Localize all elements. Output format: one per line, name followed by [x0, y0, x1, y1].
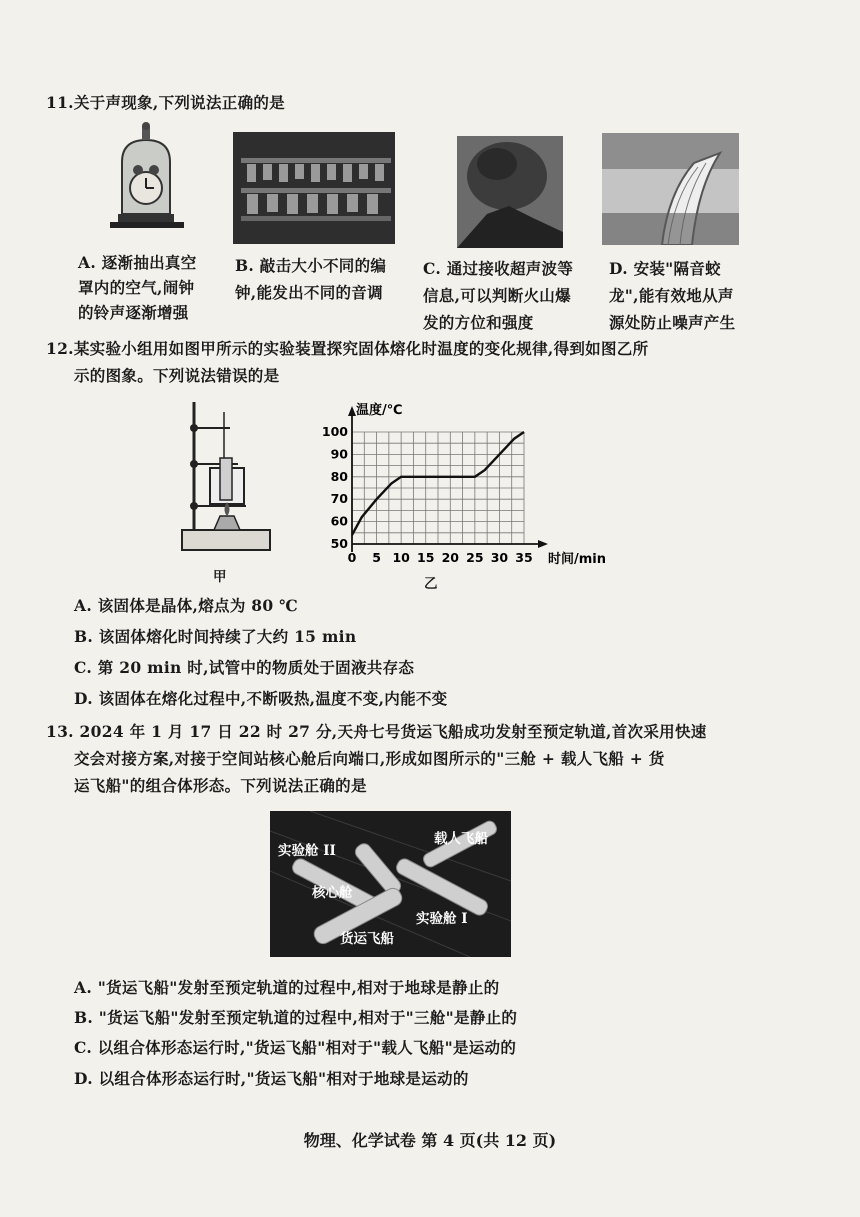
y-tick-label: 50	[330, 536, 348, 551]
x-tick-label: 5	[372, 550, 381, 565]
melting-curve-chart	[322, 402, 622, 578]
q12-option-d: D. 该固体在熔化过程中,不断吸热,温度不变,内能不变	[74, 689, 448, 708]
sound-barrier-photo	[602, 133, 739, 245]
q11-option-b-line2: 钟,能发出不同的音调	[235, 283, 383, 302]
q11-option-a	[78, 250, 197, 325]
q11-option-c-line3: 发的方位和强度	[423, 313, 534, 332]
y-axis-arrow	[348, 406, 356, 416]
q11-option-d-line1: D. 安装"隔音蛟	[609, 259, 721, 278]
q13-option-c: C. 以组合体形态运行时,"货运飞船"相对于"载人飞船"是运动的	[74, 1038, 517, 1057]
q13-option-b: B. "货运飞船"发射至预定轨道的过程中,相对于"三舱"是静止的	[74, 1008, 518, 1027]
q11-option-c-line1: C. 通过接收超声波等	[423, 259, 574, 278]
x-tick-label: 30	[490, 550, 509, 565]
q12-stem-line2: 示的图象。下列说法错误的是	[74, 366, 280, 385]
y-tick-label: 80	[330, 468, 348, 484]
q13-stem-line3: 运飞船"的组合体形态。下列说法正确的是	[74, 776, 367, 795]
q11-stem: 11.关于声现象,下列说法正确的是	[46, 93, 285, 112]
label-cargo-spacecraft: 货运飞船	[340, 931, 394, 947]
x-tick-label: 35	[515, 550, 533, 565]
y-tick-label: 90	[330, 446, 348, 462]
x-tick-label: 15	[417, 550, 435, 565]
y-tick-label: 70	[330, 491, 348, 507]
x-tick-label: 0	[347, 550, 357, 565]
label-crewed-spacecraft: 载人飞船	[434, 831, 488, 847]
q11-option-d-line3: 源处防止噪声产生	[609, 313, 736, 332]
q12-option-c: C. 第 20 min 时,试管中的物质处于固液共存态	[74, 658, 415, 677]
chart-y-axis-label: 温度/℃	[356, 403, 403, 418]
q11-option-b	[235, 252, 386, 306]
q11-option-a-line1: A. 逐渐抽出真空	[78, 253, 197, 272]
chart-x-axis-label: 时间/min	[548, 552, 607, 567]
x-tick-label: 10	[392, 550, 410, 565]
label-module-1: 实验舱 I	[416, 911, 468, 927]
q13-option-a: A. "货运飞船"发射至预定轨道的过程中,相对于地球是静止的	[74, 978, 500, 997]
q12-option-b: B. 该固体熔化时间持续了大约 15 min	[74, 627, 357, 646]
q11-option-b-line1: B. 敲击大小不同的编	[235, 256, 387, 275]
figure-a-label: 甲	[213, 569, 227, 585]
page-footer: 物理、化学试卷 第 4 页(共 12 页)	[303, 1131, 557, 1150]
figure-b-label: 乙	[424, 576, 438, 592]
x-tick-label: 25	[466, 550, 484, 565]
space-station-figure	[270, 811, 511, 957]
chime-bells-photo	[233, 132, 395, 244]
label-core-module: 核心舱	[312, 885, 353, 901]
melting-apparatus-figure	[180, 398, 276, 558]
x-tick-label: 20	[441, 550, 459, 565]
bell-jar-figure	[100, 122, 188, 234]
chart-axes	[348, 406, 548, 552]
q13-stem-line1: 13. 2024 年 1 月 17 日 22 时 27 分,天舟七号货运飞船成功发射至预定轨道,首次采用快速	[46, 722, 707, 741]
q13-option-d: D. 以组合体形态运行时,"货运飞船"相对于地球是运动的	[74, 1069, 469, 1088]
q13-stem-line2: 交会对接方案,对接于空间站核心舱后向端口,形成如图所示的"三舱 + 载人飞船 + 货	[74, 749, 665, 768]
y-tick-label: 60	[330, 513, 348, 529]
q11-option-c	[423, 255, 573, 336]
q11-option-d	[609, 255, 735, 336]
label-module-2: 实验舱 II	[278, 843, 336, 859]
q12-stem-line1: 12.某实验小组用如图甲所示的实验装置探究固体熔化时温度的变化规律,得到如图乙所	[46, 339, 649, 358]
volcano-photo	[457, 136, 563, 248]
q11-option-d-line2: 龙",能有效地从声	[609, 286, 734, 305]
q11-option-a-line2: 罩内的空气,闹钟	[78, 278, 195, 297]
x-axis-arrow	[538, 540, 548, 548]
chart-grid	[352, 432, 524, 544]
y-tick-label: 100	[322, 424, 348, 439]
q12-option-a: A. 该固体是晶体,熔点为 80 ℃	[74, 596, 299, 615]
q11-option-c-line2: 信息,可以判断火山爆	[423, 286, 571, 305]
q11-option-a-line3: 的铃声逐渐增强	[78, 303, 189, 322]
